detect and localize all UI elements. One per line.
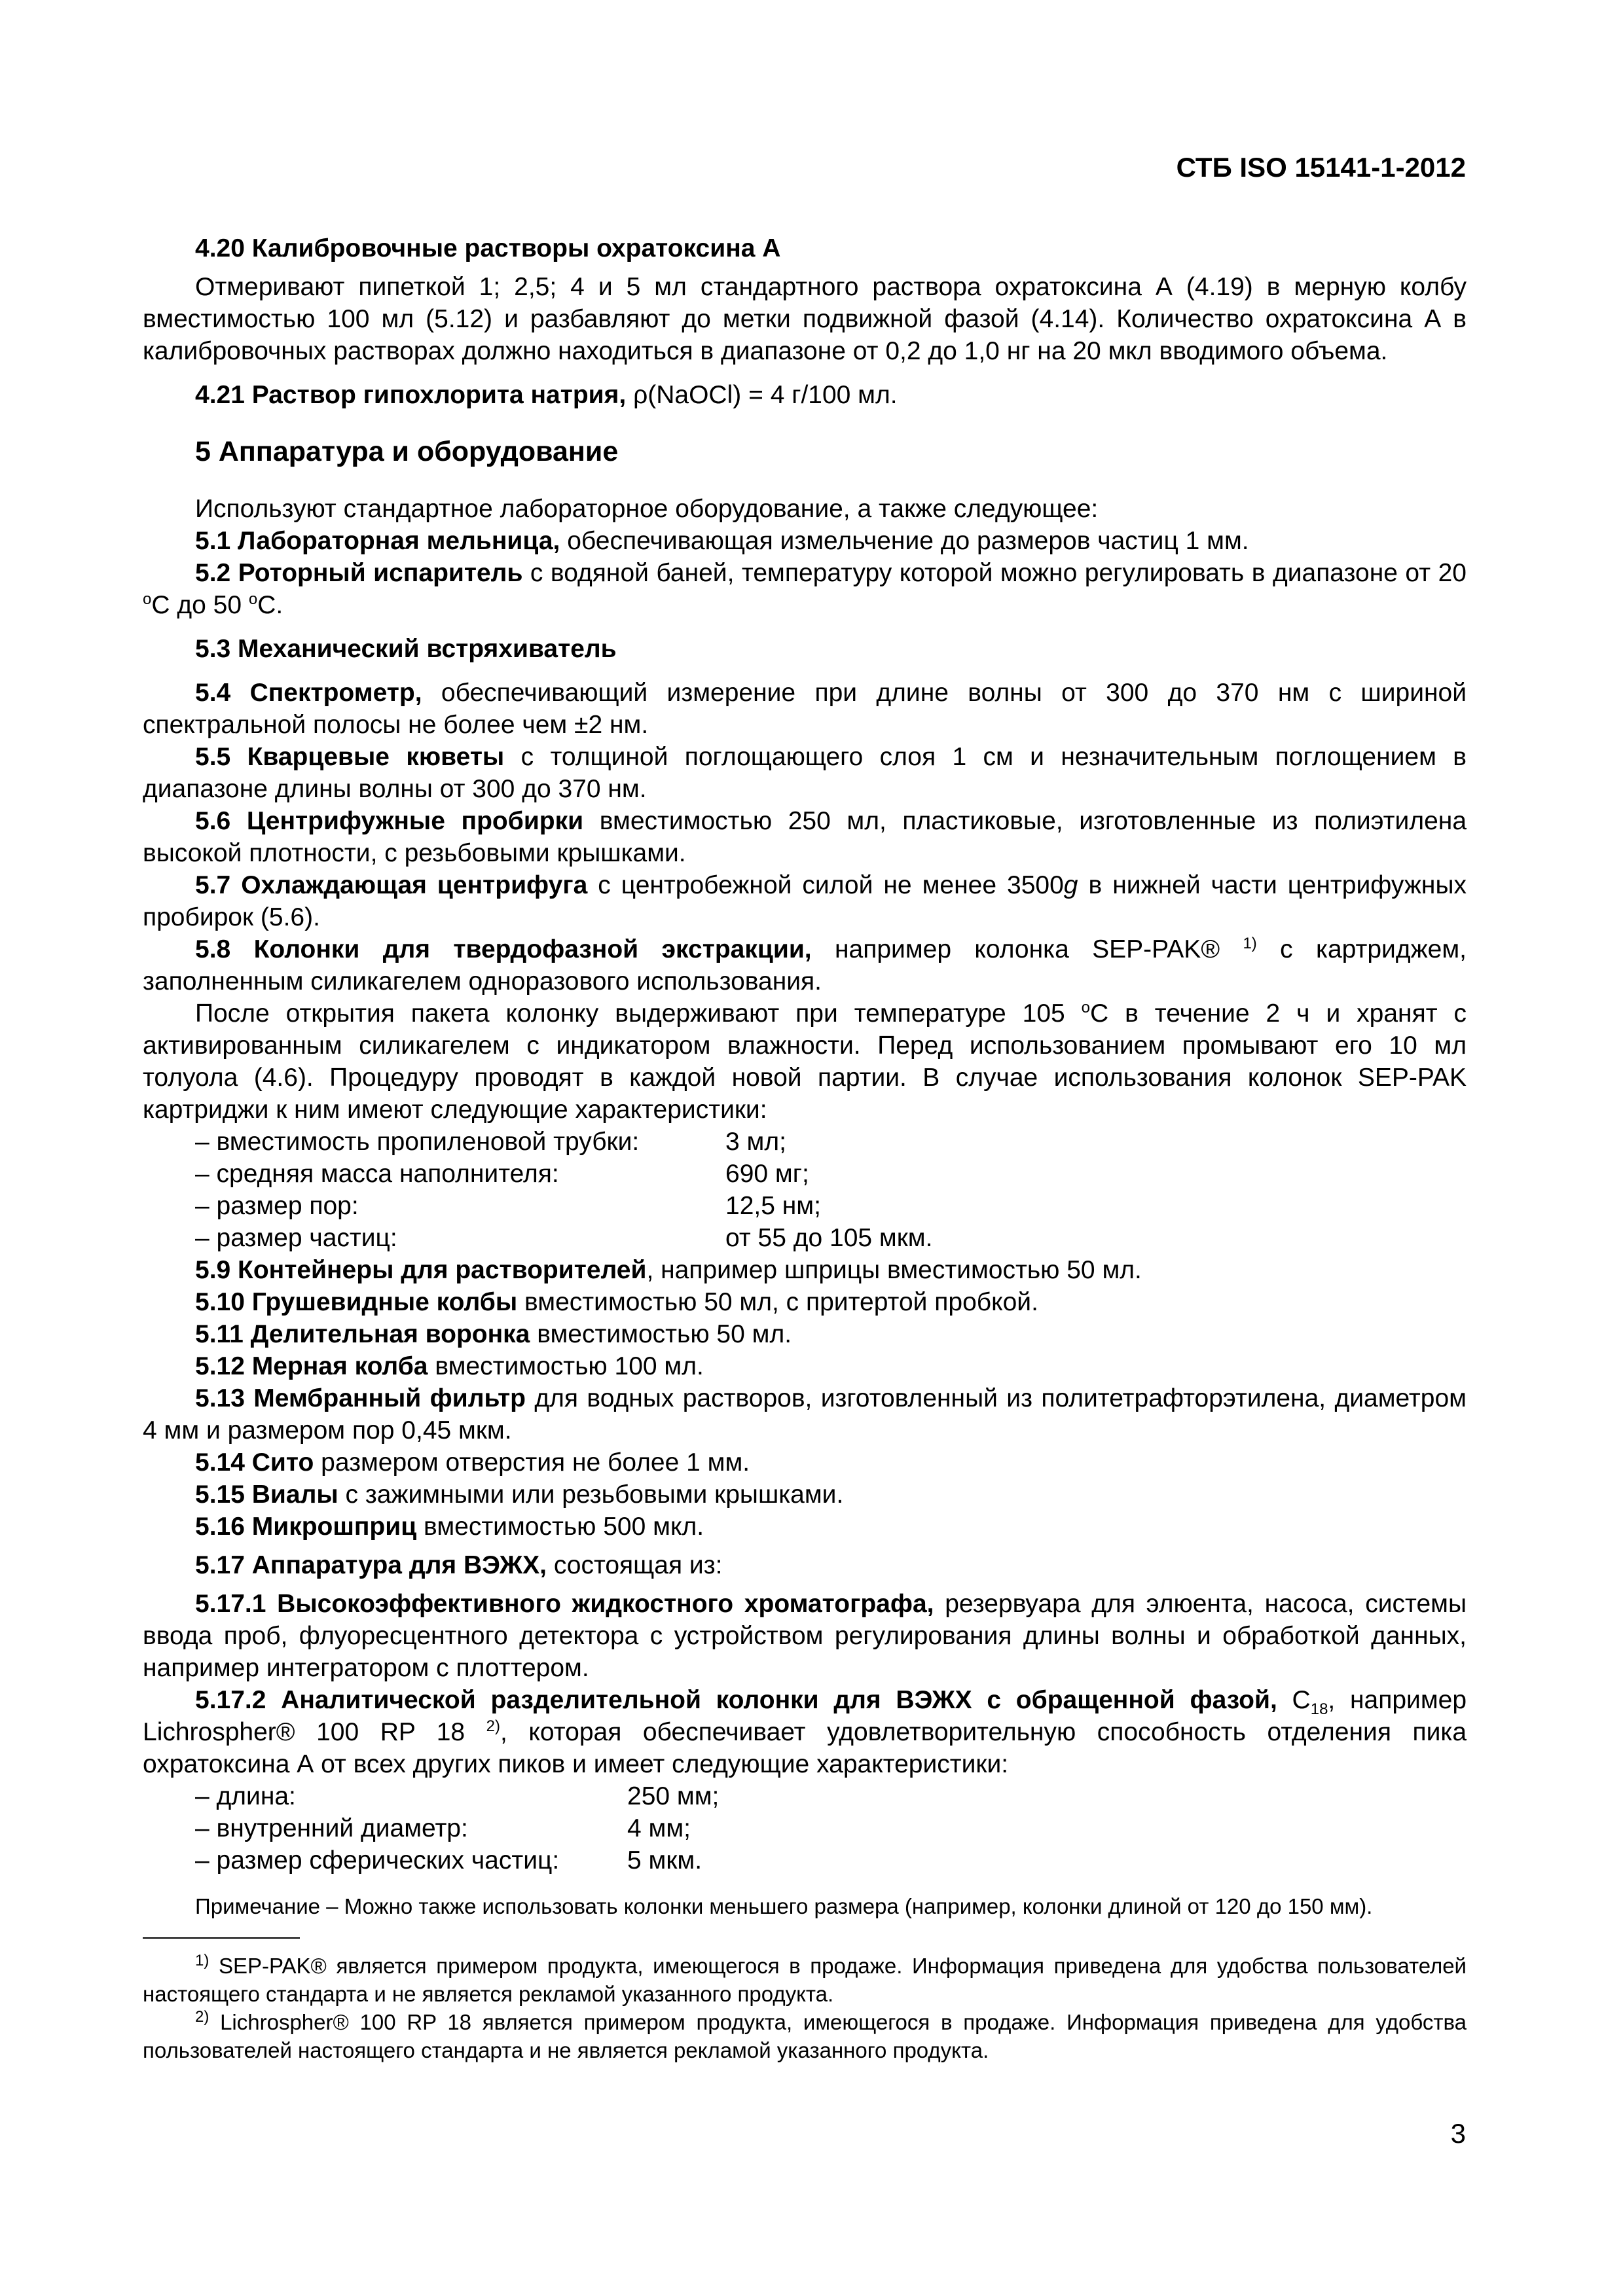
- page-content: [143, 232, 1467, 2064]
- section-5-intro: Используют стандартное лабораторное оборудование, а также следующее:: [195, 495, 1099, 523]
- section-4-21-text: ρ(NaOCl) = 4 г/100 мл.: [626, 381, 898, 409]
- item-5-8-details: После открытия пакета колонку выдерживают при температуре 105 $^о$С в течение 2 ч и хранят с активированным силикагелем с индикатором влажности. Перед использованием промывают его 10 мл толуола (4.6). Процедуру проводят в каждой новой партии. В случае использования колонок SEP-PAK картриджи к ним имеют следующие характеристики:: [143, 999, 1467, 1124]
- item-5-13: 5.13 Мембранный фильтр для водных растворов, изготовленный из политетрафторэтилена, диаметром 4 мм и размером пор 0,45 мкм.: [143, 1384, 1467, 1444]
- item-5-14: 5.14 Сито размером отверстия не более 1 мм.: [195, 1448, 750, 1477]
- section-4-21-title: 4.21 Раствор гипохлорита натрия,: [195, 381, 627, 409]
- list-item: – размер пор: 12,5 нм;: [195, 1192, 821, 1220]
- list-item: – размер частиц: от 55 до 105 мкм.: [195, 1224, 933, 1252]
- item-5-3: 5.3 Механический встряхиватель: [195, 635, 617, 663]
- item-5-5: 5.5 Кварцевые кюветы с толщиной поглощающего слоя 1 см и незначительным поглощением в диапазоне длины волны от 300 до 370 нм.: [143, 743, 1467, 803]
- list-item: – внутренний диаметр: 4 мм;: [195, 1814, 691, 1842]
- item-5-10: 5.10 Грушевидные колбы вместимостью 50 мл, с притертой пробкой.: [195, 1288, 1038, 1316]
- item-5-17-1: 5.17.1 Высокоэффективного жидкостного хроматографа, резервуара для элюента, насоса, системы ввода проб, флуоресцентного детектора с устройством регулирования длины волны и обработкой данных, например интегратором с плоттером.: [143, 1590, 1467, 1682]
- list-item: – длина: 250 мм;: [195, 1782, 720, 1810]
- item-5-9: 5.9 Контейнеры для растворителей, например шприцы вместимостью 50 мл.: [195, 1256, 1142, 1284]
- section-5-title: 5 Аппаратура и оборудование: [195, 436, 619, 467]
- document-id: СТБ ISO 15141-1-2012: [1176, 152, 1466, 183]
- footnote-2: $^{2)}$ Lichrospher® 100 RP 18 является примером продукта, имеющегося в продаже. Информация приведена для удобства пользователей настоящего стандарта и не является рекламой указанного продукта.: [143, 2008, 1467, 2062]
- column-characteristics: [195, 1780, 1467, 1876]
- item-5-1: 5.1 Лабораторная мельница, обеспечивающая измельчение до размеров частиц 1 мм.: [195, 527, 1249, 555]
- section-4-21: [143, 379, 1467, 411]
- note: Примечание – Можно также использовать колонки меньшего размера (например, колонки длиной от 120 до 150 мм).: [195, 1894, 1373, 1918]
- list-item: – вместимость пропиленовой трубки: 3 мл;: [195, 1128, 786, 1156]
- item-5-6: 5.6 Центрифужные пробирки вместимостью 250 мл, пластиковые, изготовленные из полиэтилена высокой плотности, с резьбовыми крышками.: [143, 807, 1467, 867]
- footnote-1: $^{1)}$ SEP-PAK® является примером продукта, имеющегося в продаже. Информация приведена для удобства пользователей настоящего стандарта и не является рекламой указанного продукта.: [143, 1952, 1467, 2006]
- item-5-8: 5.8 Колонки для твердофазной экстракции, например колонка SEP-PAK® $^{1)}$ с картриджем, заполненным силикагелем одноразового использования.: [143, 935, 1467, 996]
- item-5-12: 5.12 Мерная колба вместимостью 100 мл.: [195, 1352, 704, 1380]
- item-5-2: 5.2 Роторный испаритель с водяной баней, температуру которой можно регулировать в диапазоне от 20 $^о$С до 50 $^о$С.: [143, 559, 1467, 619]
- section-4-20-text: Отмеривают пипеткой 1; 2,5; 4 и 5 мл стандартного раствора охратоксина А (4.19) в мерную колбу вместимостью 100 мл (5.12) и разбавляют до метки подвижной фазой (4.14). Количество охратоксина А в калибровочных растворах должно находиться в диапазоне от 0,2 до 1,0 нг на 20 мкл вводимого объема.: [143, 273, 1467, 365]
- item-5-7: 5.7 Охлаждающая центрифуга с центробежной силой не менее 3500g в нижней части центрифужных пробирок (5.6).: [143, 871, 1467, 931]
- item-5-15: 5.15 Виалы с зажимными или резьбовыми крышками.: [195, 1480, 844, 1509]
- footnote-divider: [143, 1937, 300, 1939]
- section-4-20-title: 4.20 Калибровочные растворы охратоксина А: [195, 234, 781, 262]
- list-item: – размер сферических частиц: 5 мкм.: [195, 1846, 702, 1874]
- page-number: 3: [1450, 2118, 1466, 2149]
- list-item: – средняя масса наполнителя: 690 мг;: [195, 1160, 809, 1188]
- item-5-17: 5.17 Аппаратура для ВЭЖХ, состоящая из:: [195, 1551, 723, 1579]
- sep-pak-characteristics: [195, 1126, 1467, 1254]
- item-5-4: 5.4 Спектрометр, обеспечивающий измерение при длине волны от 300 до 370 нм с шириной спектральной полосы не более чем ±2 нм.: [143, 679, 1467, 739]
- item-5-11: 5.11 Делительная воронка вместимостью 50 мл.: [195, 1320, 792, 1348]
- item-5-17-2: 5.17.2 Аналитической разделительной колонки для ВЭЖХ с обращенной фазой, $С_{18}$, например Lichrospher® 100 RP 18 $^{2)}$, которая обеспечивает удовлетворительную способность отделения пика охратоксина А от всех других пиков и имеет следующие характеристики:: [143, 1686, 1467, 1778]
- item-5-16: 5.16 Микрошприц вместимостью 500 мкл.: [195, 1513, 704, 1541]
